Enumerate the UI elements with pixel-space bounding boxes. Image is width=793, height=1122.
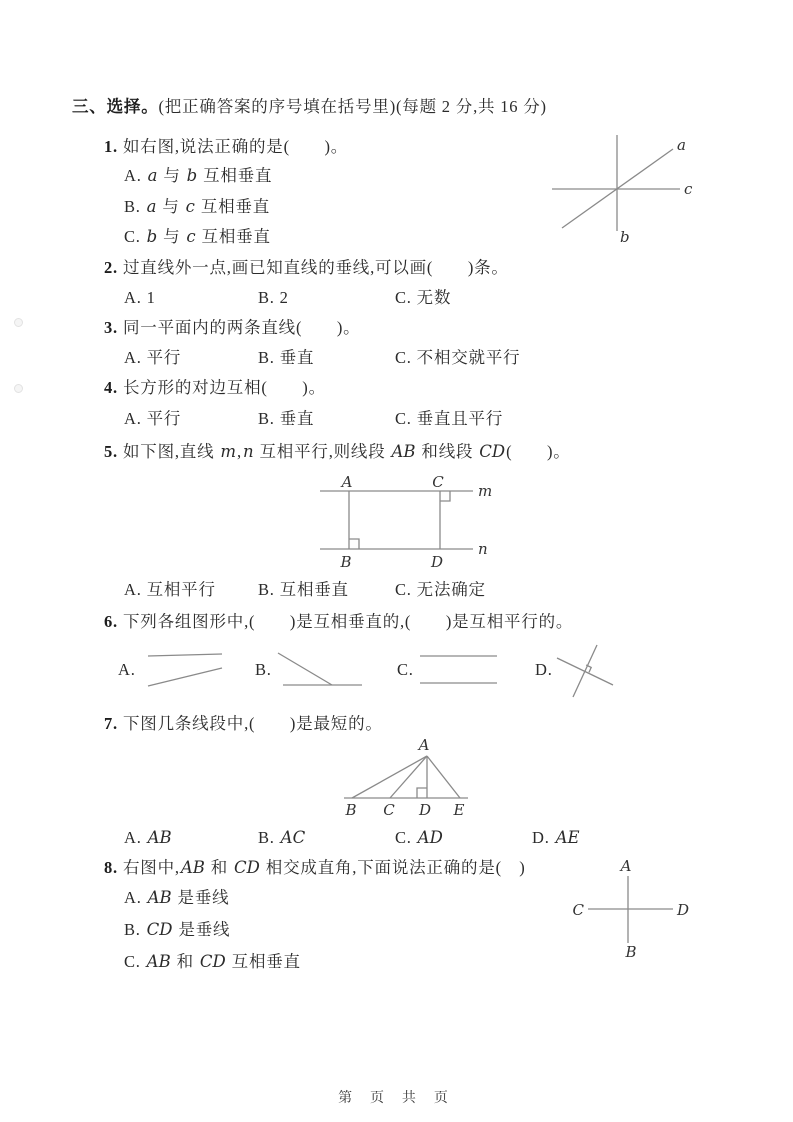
question-3-option-b	[258, 348, 314, 369]
question-4-option-b	[258, 409, 314, 430]
option-c-text: C. 无数	[395, 288, 452, 307]
question-1-number: 1.	[104, 137, 118, 156]
figure-q7-label-d: D	[418, 801, 432, 819]
question-1-option-c	[124, 227, 271, 248]
figure-q5-label-a: A	[341, 473, 353, 491]
question-6-option-b-label	[255, 660, 272, 681]
option-b-text: B. CD 是垂线	[124, 920, 231, 939]
option-c-text: C. 垂直且平行	[395, 409, 504, 428]
figure-q8-label-d: D	[677, 901, 690, 919]
option-a-text: A. 平行	[124, 409, 182, 428]
question-4-text: 长方形的对边互相( )。	[122, 378, 326, 397]
question-6-option-a-label	[118, 660, 136, 681]
question-2-number: 2.	[104, 258, 118, 277]
option-b-text: B. 互相垂直	[258, 580, 349, 599]
question-7-option-c	[395, 828, 444, 849]
question-2-option-c	[395, 288, 451, 309]
question-4-number: 4.	[104, 378, 118, 397]
question-6-text: 下列各组图形中,( )是互相垂直的,( )是互相平行的。	[122, 612, 574, 631]
option-a-text: A. AB	[124, 828, 172, 847]
option-a-text: A. 互相平行	[124, 580, 216, 599]
option-c-text: C. b 与 c 互相垂直	[124, 227, 271, 246]
option-a-label: A.	[118, 660, 136, 679]
figure-q7-right-angle-d	[417, 788, 427, 798]
question-8-option-c	[124, 952, 301, 973]
option-b-text: B. a 与 c 互相垂直	[124, 197, 271, 216]
figure-q5-right-angle-b	[349, 539, 359, 549]
figure-q7-label-c: C	[383, 801, 395, 819]
question-3-option-a	[124, 348, 181, 369]
figure-q6-option-a-non-parallel-lines	[144, 648, 226, 690]
figure-q5-right-angle-c	[440, 491, 450, 501]
figure-q7-label-a: A	[418, 736, 430, 754]
figure-q6b-diagonal	[278, 653, 332, 685]
section-title: 三、选择。	[72, 97, 159, 116]
question-2-option-a	[124, 288, 156, 309]
option-d-text: D. AE	[532, 828, 580, 847]
binding-mark	[14, 384, 23, 393]
figure-q8-label-b: B	[625, 943, 637, 961]
question-7	[104, 714, 383, 735]
question-1	[104, 137, 348, 158]
question-6	[104, 612, 573, 633]
figure-q7-label-b: B	[345, 801, 357, 819]
question-5-number: 5.	[104, 442, 118, 461]
binding-mark	[14, 318, 23, 327]
section-header	[72, 97, 547, 118]
page-footer	[0, 1087, 793, 1107]
question-7-option-a	[124, 828, 173, 849]
question-5	[104, 442, 571, 463]
option-b-text: B. 垂直	[258, 409, 315, 428]
option-b-text: B. 2	[258, 288, 289, 307]
figure-q1-crossing-lines	[545, 128, 705, 248]
option-b-text: B. AC	[258, 828, 306, 847]
question-2	[104, 258, 509, 279]
figure-q5-label-m: m	[478, 482, 493, 500]
figure-q8-label-c: C	[572, 901, 584, 919]
question-5-option-c	[395, 580, 486, 601]
section-subtitle: (把正确答案的序号填在括号里)(每题 2 分,共 16 分)	[158, 97, 547, 116]
option-a-text: A. a 与 b 互相垂直	[124, 166, 273, 185]
question-4	[104, 378, 326, 399]
option-c-label: C.	[397, 660, 414, 679]
figure-q7-segment-ac	[390, 756, 427, 798]
question-1-option-b	[124, 197, 270, 218]
figure-q7-segment-ab	[352, 756, 427, 798]
question-8-option-a	[124, 888, 229, 909]
figure-q7-segment-ae	[427, 756, 460, 798]
question-5-option-a	[124, 580, 216, 601]
figure-q5-label-c: C	[432, 473, 444, 491]
figure-q6-option-d-perpendicular-lines	[550, 638, 620, 700]
question-5-text: 如下图,直线 m,n 互相平行,则线段 AB 和线段 CD( )。	[122, 442, 571, 461]
figure-q5-parallel-lines	[313, 470, 498, 578]
figure-q7-segments	[340, 733, 488, 823]
page-footer-text: 第 页 共 页	[338, 1089, 455, 1105]
figure-q1-label-c: c	[684, 180, 693, 198]
question-7-option-b	[258, 828, 306, 849]
figure-q6-option-b-oblique-lines	[275, 648, 365, 690]
question-7-text: 下图几条线段中,( )是最短的。	[122, 714, 383, 733]
question-3-option-c	[395, 348, 520, 369]
option-b-text: B. 垂直	[258, 348, 315, 367]
figure-q5-label-n: n	[478, 540, 488, 558]
figure-q6a-line-1	[148, 654, 222, 656]
option-a-text: A. 平行	[124, 348, 182, 367]
question-6-option-c-label	[397, 660, 414, 681]
question-8-text: 右图中,AB 和 CD 相交成直角,下面说法正确的是( )	[122, 858, 526, 877]
figure-q1-label-a: a	[677, 136, 686, 154]
option-a-text: A. 1	[124, 288, 156, 307]
question-3	[104, 318, 360, 339]
figure-q6-option-c-parallel-lines	[415, 650, 501, 686]
question-8	[104, 858, 526, 879]
option-c-text: C. AD	[395, 828, 443, 847]
figure-q8-perpendicular-cross	[565, 855, 695, 963]
question-6-number: 6.	[104, 612, 118, 631]
question-7-option-d	[532, 828, 581, 849]
option-d-label: D.	[535, 660, 553, 679]
question-4-option-a	[124, 409, 181, 430]
option-c-text: C. AB 和 CD 互相垂直	[124, 952, 301, 971]
question-2-text: 过直线外一点,画已知直线的垂线,可以画( )条。	[122, 258, 509, 277]
figure-q7-label-e: E	[453, 801, 465, 819]
option-a-text: A. AB 是垂线	[124, 888, 230, 907]
question-8-option-b	[124, 920, 230, 941]
figure-q6a-line-2	[148, 668, 222, 686]
option-b-label: B.	[255, 660, 272, 679]
figure-q1-label-b: b	[620, 228, 630, 246]
figure-q5-label-d: D	[430, 553, 444, 571]
question-2-option-b	[258, 288, 289, 309]
question-3-number: 3.	[104, 318, 118, 337]
option-c-text: C. 不相交就平行	[395, 348, 521, 367]
question-8-number: 8.	[104, 858, 118, 877]
figure-q5-label-b: B	[340, 553, 352, 571]
figure-q8-label-a: A	[620, 857, 632, 875]
figure-q6d-line-shallow	[557, 658, 613, 685]
option-c-text: C. 无法确定	[395, 580, 486, 599]
question-1-text: 如右图,说法正确的是( )。	[122, 137, 349, 156]
question-7-number: 7.	[104, 714, 118, 733]
question-4-option-c	[395, 409, 503, 430]
question-3-text: 同一平面内的两条直线( )。	[122, 318, 361, 337]
question-5-option-b	[258, 580, 349, 601]
question-1-option-a	[124, 166, 272, 187]
